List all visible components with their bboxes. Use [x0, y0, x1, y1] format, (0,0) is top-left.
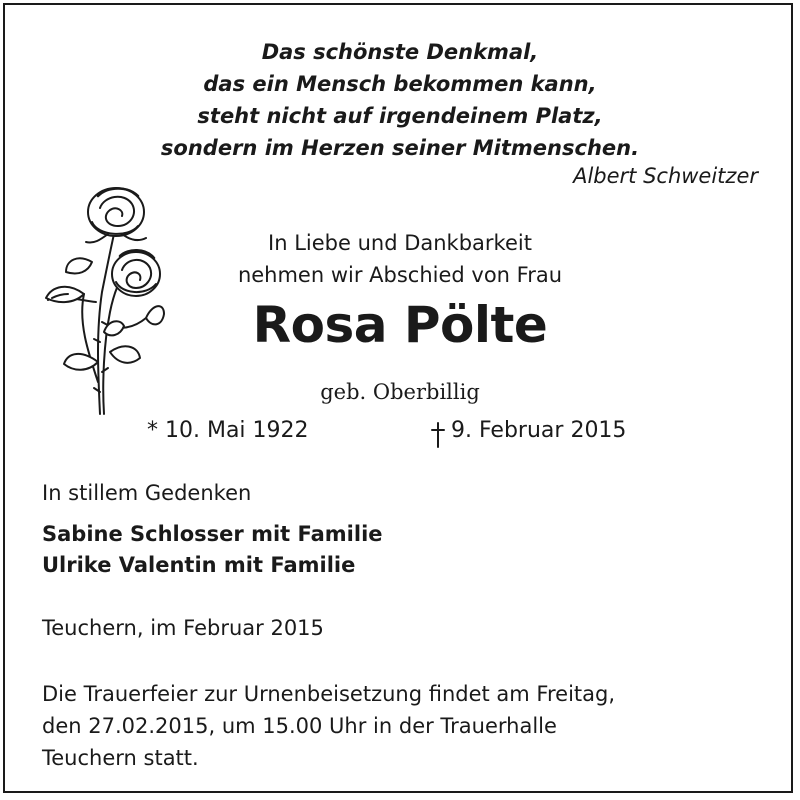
- quote: [0, 36, 800, 164]
- mourner-name: Sabine Schlosser mit Familie: [42, 522, 383, 546]
- quote-line: steht nicht auf irgendeinem Platz,: [197, 104, 603, 128]
- deceased-name: Rosa Pölte: [252, 296, 548, 354]
- quote-line: das ein Mensch bekommen kann,: [203, 72, 597, 96]
- funeral-line: Teuchern statt.: [42, 746, 199, 770]
- quote-line: Das schönste Denkmal,: [261, 40, 539, 64]
- funeral-line: den 27.02.2015, um 15.00 Uhr in der Trauerhalle: [42, 714, 557, 738]
- intro-line: In Liebe und Dankbarkeit: [268, 231, 532, 255]
- funeral-line: Die Trauerfeier zur Urnenbeisetzung findet am Freitag,: [42, 682, 616, 706]
- death-date: 9. Februar 2015: [451, 418, 627, 443]
- intro-text: [150, 227, 650, 291]
- birth-name: geb. Oberbillig: [320, 380, 480, 404]
- funeral-info: [42, 678, 615, 774]
- rose-illustration-icon: [38, 182, 166, 446]
- quote-line: sondern im Herzen seiner Mitmenschen.: [160, 136, 640, 160]
- quote-author: Albert Schweitzer: [573, 164, 758, 188]
- birth-date: * 10. Mai 1922: [147, 418, 309, 443]
- intro-line: nehmen wir Abschied von Frau: [237, 263, 563, 287]
- death-cross-icon: [430, 421, 446, 449]
- memory-label: In stillem Gedenken: [42, 481, 252, 505]
- mourner-name: Ulrike Valentin mit Familie: [42, 553, 356, 577]
- place-date: Teuchern, im Februar 2015: [42, 616, 324, 640]
